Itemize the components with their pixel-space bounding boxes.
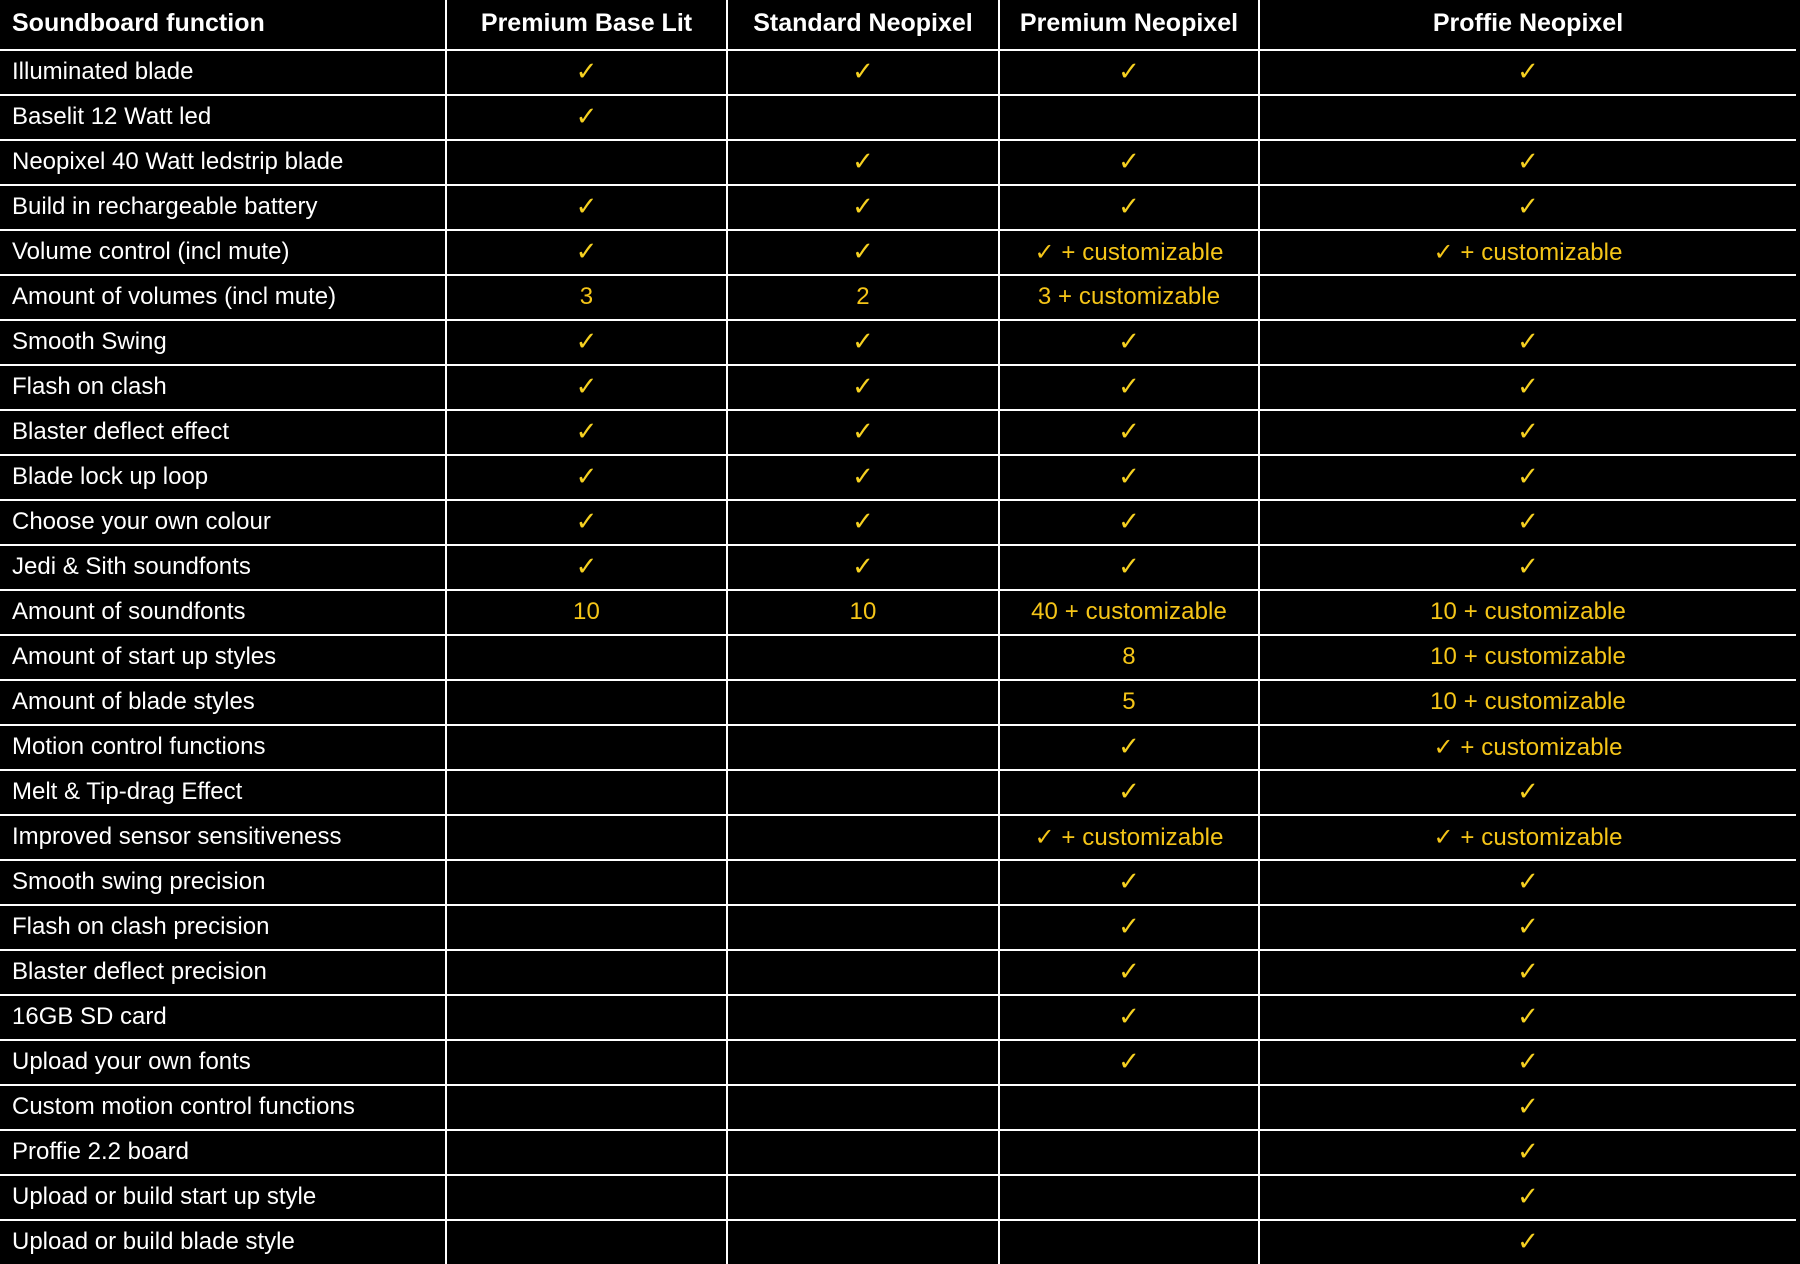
feature-name-cell: Neopixel 40 Watt ledstrip blade <box>0 140 446 185</box>
feature-value-cell <box>999 50 1259 95</box>
empty-cell <box>583 1138 590 1165</box>
feature-value-cell <box>446 185 727 230</box>
empty-cell <box>583 913 590 940</box>
feature-name-cell: Baselit 12 Watt led <box>0 95 446 140</box>
empty-cell <box>583 643 590 670</box>
feature-value-cell <box>999 905 1259 950</box>
feature-value-cell <box>1259 185 1796 230</box>
check-icon: ✓ <box>852 190 874 221</box>
empty-cell <box>583 148 590 175</box>
feature-name-cell: 16GB SD card <box>0 995 446 1040</box>
table-row <box>0 905 1796 950</box>
check-icon: ✓ <box>1118 325 1140 356</box>
check-icon: ✓ <box>1517 1000 1539 1031</box>
check-icon: ✓ <box>852 460 874 491</box>
check-icon: ✓ <box>852 550 874 581</box>
table-row <box>0 1175 1796 1220</box>
check-icon: ✓ <box>1118 865 1140 896</box>
empty-cell <box>860 913 867 940</box>
feature-value-cell <box>727 455 999 500</box>
feature-value-cell <box>1259 50 1796 95</box>
feature-name-cell: Volume control (incl mute) <box>0 230 446 275</box>
empty-cell <box>860 1138 867 1165</box>
check-icon: ✓ <box>852 55 874 86</box>
feature-value-cell <box>999 365 1259 410</box>
feature-name-cell: Blaster deflect effect <box>0 410 446 455</box>
table-row <box>0 1130 1796 1175</box>
feature-value-cell <box>727 1175 999 1220</box>
check-icon: ✓ <box>1517 145 1539 176</box>
feature-value-cell <box>1259 275 1796 320</box>
feature-value-cell <box>727 860 999 905</box>
table-row <box>0 50 1796 95</box>
table-row <box>0 95 1796 140</box>
table-header <box>0 0 1796 50</box>
feature-value-cell <box>1259 590 1796 635</box>
empty-cell <box>860 643 867 670</box>
feature-value-cell <box>727 1130 999 1175</box>
table-row <box>0 815 1796 860</box>
check-icon: ✓ <box>1517 550 1539 581</box>
feature-value-cell <box>727 230 999 275</box>
check-icon: ✓ <box>1517 55 1539 86</box>
check-icon: ✓ <box>1118 910 1140 941</box>
feature-value-cell <box>446 545 727 590</box>
value-text: ✓ + customizable <box>1034 238 1224 266</box>
empty-cell <box>1126 1093 1133 1120</box>
feature-value-cell <box>727 320 999 365</box>
feature-value-cell <box>1259 230 1796 275</box>
empty-cell <box>583 1228 590 1255</box>
feature-value-cell <box>999 275 1259 320</box>
empty-cell <box>1525 103 1532 130</box>
feature-value-cell <box>446 590 727 635</box>
feature-name-cell: Amount of volumes (incl mute) <box>0 275 446 320</box>
empty-cell <box>860 1228 867 1255</box>
empty-cell <box>583 1183 590 1210</box>
check-icon: ✓ <box>1118 730 1140 761</box>
feature-value-cell <box>1259 815 1796 860</box>
feature-value-cell <box>446 320 727 365</box>
value-text: 2 <box>856 283 870 310</box>
feature-value-cell <box>1259 410 1796 455</box>
feature-value-cell <box>727 725 999 770</box>
feature-name-cell: Upload or build blade style <box>0 1220 446 1264</box>
feature-value-cell <box>446 1220 727 1264</box>
table-row <box>0 230 1796 275</box>
empty-cell <box>583 823 590 850</box>
feature-value-cell <box>446 860 727 905</box>
feature-name-cell: Blade lock up loop <box>0 455 446 500</box>
feature-value-cell <box>1259 680 1796 725</box>
feature-value-cell <box>446 905 727 950</box>
empty-cell <box>860 1048 867 1075</box>
feature-value-cell <box>1259 455 1796 500</box>
feature-value-cell <box>446 815 727 860</box>
feature-value-cell <box>999 95 1259 140</box>
check-icon: ✓ <box>1517 775 1539 806</box>
check-icon: ✓ <box>1517 1135 1539 1166</box>
column-header-function: Soundboard function <box>0 0 446 50</box>
feature-value-cell <box>999 185 1259 230</box>
check-icon: ✓ <box>852 145 874 176</box>
check-icon: ✓ <box>1517 505 1539 536</box>
feature-value-cell <box>446 410 727 455</box>
feature-name-cell: Proffie 2.2 board <box>0 1130 446 1175</box>
table-row <box>0 590 1796 635</box>
check-icon: ✓ <box>852 370 874 401</box>
empty-cell <box>583 1048 590 1075</box>
feature-value-cell <box>727 815 999 860</box>
empty-cell <box>583 733 590 760</box>
value-text: 10 <box>849 598 877 625</box>
feature-value-cell <box>446 770 727 815</box>
check-icon: ✓ <box>1517 460 1539 491</box>
empty-cell <box>860 688 867 715</box>
feature-value-cell <box>727 275 999 320</box>
table-row <box>0 950 1796 995</box>
value-text: 10 + customizable <box>1430 643 1626 670</box>
check-icon: ✓ <box>1118 415 1140 446</box>
table-row <box>0 320 1796 365</box>
feature-value-cell <box>727 995 999 1040</box>
check-icon: ✓ <box>1517 910 1539 941</box>
feature-name-cell: Illuminated blade <box>0 50 446 95</box>
table-row <box>0 545 1796 590</box>
feature-name-cell: Smooth Swing <box>0 320 446 365</box>
table-row <box>0 680 1796 725</box>
feature-value-cell <box>1259 1085 1796 1130</box>
empty-cell <box>1126 1138 1133 1165</box>
feature-value-cell <box>446 365 727 410</box>
check-icon: ✓ <box>1118 550 1140 581</box>
feature-value-cell <box>999 680 1259 725</box>
table-header-row <box>0 0 1796 50</box>
table-row <box>0 995 1796 1040</box>
check-icon: ✓ <box>852 415 874 446</box>
check-icon: ✓ <box>1517 1045 1539 1076</box>
empty-cell <box>1126 1183 1133 1210</box>
feature-value-cell <box>999 770 1259 815</box>
check-icon: ✓ <box>1118 1000 1140 1031</box>
feature-name-cell: Improved sensor sensitiveness <box>0 815 446 860</box>
value-text: ✓ + customizable <box>1433 823 1623 851</box>
feature-value-cell <box>1259 1220 1796 1264</box>
feature-value-cell <box>999 1085 1259 1130</box>
feature-value-cell <box>446 1040 727 1085</box>
table-row <box>0 1085 1796 1130</box>
feature-value-cell <box>1259 365 1796 410</box>
feature-value-cell <box>999 500 1259 545</box>
empty-cell <box>583 778 590 805</box>
column-header-standard-neopixel: Standard Neopixel <box>727 0 999 50</box>
value-text: 10 + customizable <box>1430 688 1626 715</box>
feature-name-cell: Custom motion control functions <box>0 1085 446 1130</box>
check-icon: ✓ <box>852 325 874 356</box>
check-icon: ✓ <box>575 460 598 491</box>
empty-cell <box>860 1093 867 1120</box>
feature-name-cell: Amount of soundfonts <box>0 590 446 635</box>
value-text: 40 + customizable <box>1031 598 1227 625</box>
empty-cell <box>583 1093 590 1120</box>
feature-value-cell <box>999 815 1259 860</box>
value-text: 3 + customizable <box>1037 283 1221 310</box>
empty-cell <box>1525 283 1532 310</box>
feature-value-cell <box>446 950 727 995</box>
table-row <box>0 770 1796 815</box>
feature-value-cell <box>446 635 727 680</box>
check-icon: ✓ <box>1118 955 1140 986</box>
feature-value-cell <box>446 500 727 545</box>
feature-name-cell: Smooth swing precision <box>0 860 446 905</box>
check-icon: ✓ <box>1118 775 1140 806</box>
empty-cell <box>1126 1228 1133 1255</box>
check-icon: ✓ <box>575 235 598 266</box>
value-text: 10 <box>573 598 600 625</box>
value-text: ✓ + customizable <box>1433 733 1623 761</box>
feature-value-cell <box>727 365 999 410</box>
feature-value-cell <box>446 50 727 95</box>
check-icon: ✓ <box>1517 190 1539 221</box>
feature-value-cell <box>446 725 727 770</box>
table-row <box>0 410 1796 455</box>
feature-value-cell <box>727 590 999 635</box>
feature-name-cell: Build in rechargeable battery <box>0 185 446 230</box>
feature-value-cell <box>727 140 999 185</box>
column-header-premium-base-lit: Premium Base Lit <box>446 0 727 50</box>
table-row <box>0 635 1796 680</box>
feature-value-cell <box>727 905 999 950</box>
check-icon: ✓ <box>575 370 598 401</box>
empty-cell <box>860 1183 867 1210</box>
feature-value-cell <box>1259 500 1796 545</box>
table-row <box>0 1220 1796 1264</box>
table-row <box>0 860 1796 905</box>
feature-value-cell <box>1259 635 1796 680</box>
empty-cell <box>583 868 590 895</box>
feature-value-cell <box>1259 905 1796 950</box>
feature-value-cell <box>999 455 1259 500</box>
check-icon: ✓ <box>575 55 598 86</box>
feature-value-cell <box>1259 545 1796 590</box>
feature-value-cell <box>1259 725 1796 770</box>
table-row <box>0 365 1796 410</box>
feature-value-cell <box>1259 995 1796 1040</box>
feature-value-cell <box>1259 320 1796 365</box>
table-row <box>0 140 1796 185</box>
empty-cell <box>583 1003 590 1030</box>
check-icon: ✓ <box>1118 55 1140 86</box>
feature-value-cell <box>446 275 727 320</box>
check-icon: ✓ <box>575 190 598 221</box>
check-icon: ✓ <box>1517 325 1539 356</box>
check-icon: ✓ <box>1517 415 1539 446</box>
empty-cell <box>860 823 867 850</box>
value-text: ✓ + customizable <box>1433 238 1623 266</box>
feature-value-cell <box>999 725 1259 770</box>
check-icon: ✓ <box>852 505 874 536</box>
feature-value-cell <box>1259 1040 1796 1085</box>
feature-name-cell: Flash on clash precision <box>0 905 446 950</box>
feature-value-cell <box>1259 1130 1796 1175</box>
feature-value-cell <box>727 680 999 725</box>
check-icon: ✓ <box>1517 1090 1539 1121</box>
feature-value-cell <box>999 140 1259 185</box>
feature-value-cell <box>1259 1175 1796 1220</box>
empty-cell <box>860 778 867 805</box>
check-icon: ✓ <box>1118 1045 1140 1076</box>
check-icon: ✓ <box>1517 1225 1539 1256</box>
check-icon: ✓ <box>1118 370 1140 401</box>
feature-value-cell <box>727 410 999 455</box>
empty-cell <box>860 958 867 985</box>
empty-cell <box>860 868 867 895</box>
check-icon: ✓ <box>575 505 598 536</box>
value-text: 10 + customizable <box>1430 598 1626 625</box>
feature-value-cell <box>446 1175 727 1220</box>
feature-value-cell <box>999 320 1259 365</box>
feature-value-cell <box>999 590 1259 635</box>
feature-value-cell <box>999 950 1259 995</box>
feature-value-cell <box>999 230 1259 275</box>
feature-name-cell: Motion control functions <box>0 725 446 770</box>
empty-cell <box>1126 103 1133 130</box>
feature-value-cell <box>446 995 727 1040</box>
table-row <box>0 185 1796 230</box>
feature-value-cell <box>727 545 999 590</box>
empty-cell <box>860 1003 867 1030</box>
check-icon: ✓ <box>575 550 598 581</box>
feature-name-cell: Amount of blade styles <box>0 680 446 725</box>
feature-value-cell <box>1259 770 1796 815</box>
feature-value-cell <box>999 1175 1259 1220</box>
feature-value-cell <box>1259 950 1796 995</box>
feature-value-cell <box>727 1220 999 1264</box>
feature-value-cell <box>446 455 727 500</box>
table-row <box>0 455 1796 500</box>
feature-name-cell: Melt & Tip-drag Effect <box>0 770 446 815</box>
table-row <box>0 725 1796 770</box>
check-icon: ✓ <box>1118 190 1140 221</box>
column-header-proffie-neopixel: Proffie Neopixel <box>1259 0 1796 50</box>
check-icon: ✓ <box>575 325 598 356</box>
feature-value-cell <box>1259 860 1796 905</box>
feature-value-cell <box>727 1040 999 1085</box>
check-icon: ✓ <box>1517 1180 1539 1211</box>
feature-value-cell <box>999 995 1259 1040</box>
feature-value-cell <box>999 635 1259 680</box>
check-icon: ✓ <box>1118 460 1140 491</box>
feature-value-cell <box>999 860 1259 905</box>
feature-value-cell <box>446 680 727 725</box>
check-icon: ✓ <box>1517 865 1539 896</box>
check-icon: ✓ <box>1118 505 1140 536</box>
empty-cell <box>583 958 590 985</box>
feature-value-cell <box>1259 95 1796 140</box>
feature-value-cell <box>446 1130 727 1175</box>
feature-value-cell <box>727 770 999 815</box>
feature-value-cell <box>727 185 999 230</box>
empty-cell <box>860 733 867 760</box>
feature-value-cell <box>727 95 999 140</box>
empty-cell <box>860 103 867 130</box>
check-icon: ✓ <box>1517 370 1539 401</box>
feature-name-cell: Upload your own fonts <box>0 1040 446 1085</box>
feature-name-cell: Upload or build start up style <box>0 1175 446 1220</box>
feature-value-cell <box>727 50 999 95</box>
check-icon: ✓ <box>1118 145 1140 176</box>
check-icon: ✓ <box>575 415 598 446</box>
value-text: 3 <box>579 283 594 310</box>
feature-name-cell: Jedi & Sith soundfonts <box>0 545 446 590</box>
feature-value-cell <box>446 95 727 140</box>
feature-value-cell <box>727 1085 999 1130</box>
table-body <box>0 50 1796 1264</box>
table-row <box>0 500 1796 545</box>
feature-value-cell <box>1259 140 1796 185</box>
feature-value-cell <box>999 545 1259 590</box>
value-text: 5 <box>1122 688 1136 715</box>
feature-value-cell <box>446 1085 727 1130</box>
feature-value-cell <box>446 230 727 275</box>
check-icon: ✓ <box>852 235 874 266</box>
feature-value-cell <box>727 635 999 680</box>
feature-value-cell <box>999 1130 1259 1175</box>
empty-cell <box>583 688 590 715</box>
feature-name-cell: Choose your own colour <box>0 500 446 545</box>
feature-value-cell <box>999 1220 1259 1264</box>
feature-value-cell <box>999 1040 1259 1085</box>
feature-name-cell: Amount of start up styles <box>0 635 446 680</box>
table-row <box>0 275 1796 320</box>
feature-name-cell: Blaster deflect precision <box>0 950 446 995</box>
value-text: ✓ + customizable <box>1034 823 1224 851</box>
feature-value-cell <box>727 500 999 545</box>
feature-value-cell <box>999 410 1259 455</box>
value-text: 8 <box>1122 643 1136 670</box>
feature-value-cell <box>727 950 999 995</box>
feature-name-cell: Flash on clash <box>0 365 446 410</box>
check-icon: ✓ <box>1517 955 1539 986</box>
check-icon: ✓ <box>575 100 598 131</box>
table-row <box>0 1040 1796 1085</box>
column-header-premium-neopixel: Premium Neopixel <box>999 0 1259 50</box>
feature-value-cell <box>446 140 727 185</box>
